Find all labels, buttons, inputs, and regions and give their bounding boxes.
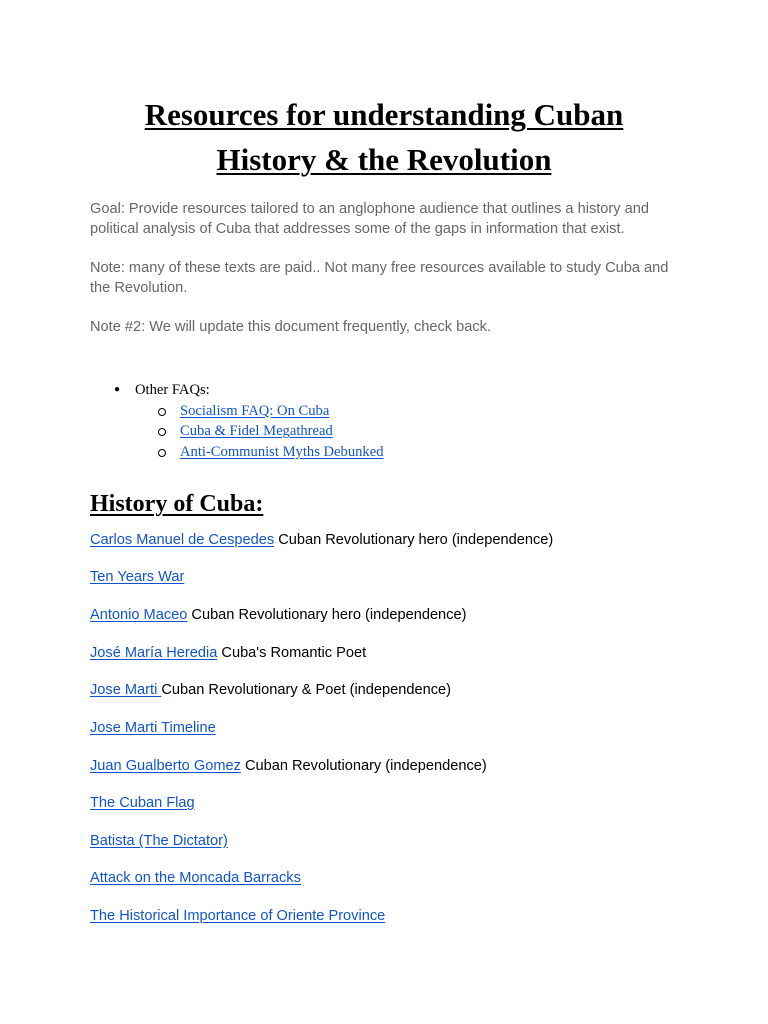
history-item-desc: Cuban Revolutionary hero (independence) <box>187 607 467 623</box>
note-paragraph: Note: many of these texts are paid.. Not many free resources available to study Cuba and the Revolution. <box>90 260 669 296</box>
history-item <box>90 756 710 776</box>
faq-sub-list <box>135 401 590 463</box>
history-item-desc: Cuban Revolutionary (independence) <box>240 758 487 774</box>
note-2-paragraph: Note #2: We will update this document frequently, check back. <box>90 319 491 335</box>
link-oriente-province[interactable]: The Historical Importance of Oriente Province <box>90 908 386 924</box>
history-item <box>90 718 710 738</box>
history-item <box>90 567 710 587</box>
title-line-1: Resources for understanding Cuban <box>144 97 624 132</box>
history-item <box>90 605 710 625</box>
title-line-2: History & the Revolution <box>216 142 552 177</box>
link-attack-on-moncada-barracks[interactable]: Attack on the Moncada Barracks <box>90 870 301 886</box>
history-item <box>90 831 710 851</box>
circle-bullet-icon <box>158 408 166 416</box>
history-item <box>90 868 710 888</box>
link-batista[interactable]: Batista (The Dictator) <box>90 833 228 849</box>
link-carlos-manuel-de-cespedes[interactable]: Carlos Manuel de Cespedes <box>90 532 275 548</box>
bullet-icon: ● <box>114 384 121 395</box>
link-socialism-faq[interactable]: Socialism FAQ: On Cuba <box>180 402 330 419</box>
link-jose-marti[interactable]: Jose Marti <box>90 682 162 698</box>
circle-bullet-icon <box>158 428 166 436</box>
section-heading-history: History of Cuba: <box>90 491 264 517</box>
history-item <box>90 680 710 700</box>
faq-sub-item <box>135 401 590 422</box>
goal-paragraph: Goal: Provide resources tailored to an anglophone audience that outlines a history and political analysis of Cuba that addresses some of the gaps in information that exist. <box>90 201 649 237</box>
history-item <box>90 793 710 813</box>
link-jose-marti-timeline[interactable]: Jose Marti Timeline <box>90 720 216 736</box>
link-antonio-maceo[interactable]: Antonio Maceo <box>90 607 188 623</box>
faq-label: Other FAQs: <box>135 382 210 398</box>
faq-list <box>90 380 590 462</box>
link-anti-communist-myths[interactable]: Anti-Communist Myths Debunked <box>180 443 384 460</box>
link-ten-years-war[interactable]: Ten Years War <box>90 569 185 585</box>
history-item-desc: Cuban Revolutionary & Poet (independence) <box>161 682 452 698</box>
circle-bullet-icon <box>158 449 166 457</box>
link-cuba-fidel-megathread[interactable]: Cuba & Fidel Megathread <box>180 423 333 439</box>
history-item <box>90 530 710 550</box>
history-item-desc: Cuba's Romantic Poet <box>217 645 367 661</box>
link-the-cuban-flag[interactable]: The Cuban Flag <box>90 795 195 811</box>
faq-sub-item <box>135 421 590 442</box>
link-jose-maria-heredia[interactable]: José María Heredia <box>90 645 218 661</box>
history-item <box>90 643 710 663</box>
page-title <box>90 92 678 182</box>
link-juan-gualberto-gomez[interactable]: Juan Gualberto Gomez <box>90 758 241 774</box>
history-item <box>90 906 710 926</box>
faq-sub-item <box>135 442 590 463</box>
faq-list-item <box>90 380 590 462</box>
history-item-desc: Cuban Revolutionary hero (independence) <box>274 532 554 548</box>
